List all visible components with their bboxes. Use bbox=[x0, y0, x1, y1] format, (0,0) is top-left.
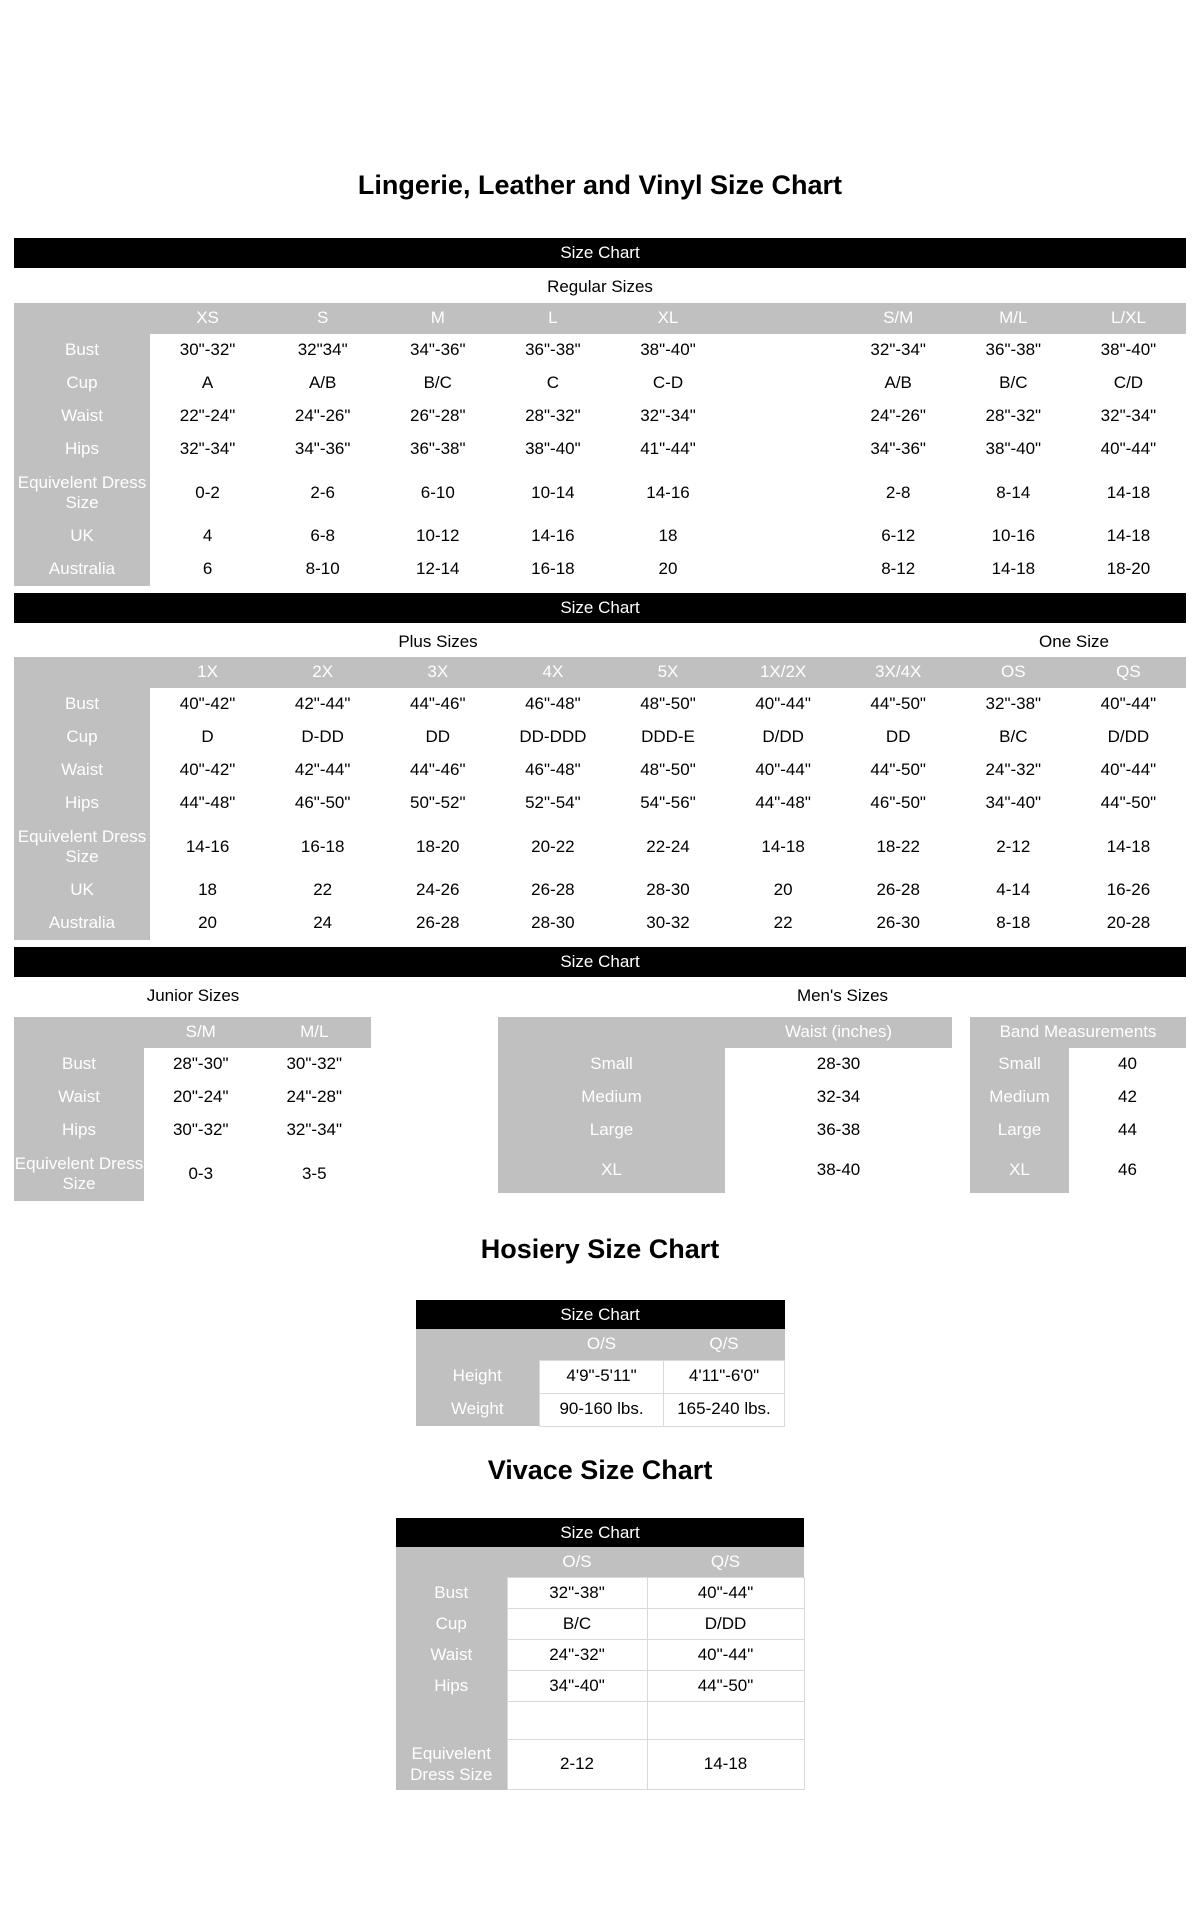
size-cell: 24"-26" bbox=[294, 406, 351, 426]
size-cell: 34"-40" bbox=[507, 1671, 647, 1702]
size-cell: 46"-48" bbox=[525, 694, 581, 714]
column-header: 3X/4X bbox=[841, 657, 956, 688]
size-chart-bar bbox=[416, 1300, 785, 1329]
size-cell: 44 bbox=[1118, 1120, 1137, 1140]
row-label: Cup bbox=[396, 1609, 507, 1640]
size-cell: 46"-48" bbox=[525, 760, 581, 780]
size-cell: 32-34 bbox=[816, 1087, 861, 1107]
size-cell: 8-10 bbox=[305, 559, 340, 579]
table-row bbox=[14, 400, 1186, 433]
column-header: Waist (inches) bbox=[725, 1017, 952, 1048]
size-cell: 41"-44" bbox=[640, 439, 696, 459]
column-header: 4X bbox=[495, 657, 610, 688]
plus-sizes-label: Plus Sizes bbox=[398, 632, 478, 651]
size-chart-bar-label: Size Chart bbox=[560, 598, 640, 617]
size-cell: 14-16 bbox=[646, 482, 690, 502]
row-label: Bust bbox=[14, 1048, 144, 1081]
column-header: M/L bbox=[258, 1017, 372, 1048]
row-label: Equivelent Dress Size bbox=[14, 1147, 144, 1201]
size-cell: 16-26 bbox=[1106, 880, 1151, 900]
size-cell: 4-14 bbox=[996, 880, 1031, 900]
size-cell: 22-24 bbox=[646, 836, 690, 856]
size-cell bbox=[726, 367, 841, 400]
size-cell: 54"-56" bbox=[640, 793, 696, 813]
size-cell: 20 bbox=[198, 913, 218, 933]
size-cell: 4 bbox=[202, 526, 213, 546]
size-cell: 44"-46" bbox=[409, 760, 466, 780]
column-header: QS bbox=[1071, 657, 1186, 688]
size-cell: 40"-44" bbox=[755, 760, 811, 780]
size-cell: 40"-44" bbox=[1100, 439, 1157, 459]
corner-cell bbox=[14, 303, 150, 334]
column-header: L/XL bbox=[1071, 303, 1186, 334]
size-cell: 20 bbox=[773, 880, 793, 900]
size-chart-bar bbox=[14, 238, 1186, 268]
column-header: Q/S bbox=[664, 1329, 785, 1360]
main-size-chart-section bbox=[14, 238, 1186, 1201]
size-cell: 46"-50" bbox=[870, 793, 926, 813]
hosiery-section bbox=[416, 1300, 785, 1427]
table-row bbox=[14, 907, 1186, 940]
size-cell: 20 bbox=[658, 559, 678, 579]
junior-sizes-table bbox=[14, 1017, 371, 1201]
spacer-row bbox=[396, 1702, 804, 1740]
size-cell: 22 bbox=[773, 913, 793, 933]
size-cell: 2-6 bbox=[310, 482, 335, 502]
size-cell: 18 bbox=[658, 526, 678, 546]
column-header: S/M bbox=[144, 1017, 258, 1048]
size-cell: 44"-50" bbox=[1100, 793, 1157, 813]
row-label: Australia bbox=[14, 907, 150, 940]
table-row bbox=[14, 1147, 371, 1201]
row-label: Hips bbox=[14, 787, 150, 820]
size-cell: 90-160 lbs. bbox=[540, 1393, 664, 1426]
size-cell: D bbox=[201, 727, 214, 747]
column-header: XS bbox=[150, 303, 265, 334]
size-cell: 18 bbox=[198, 880, 218, 900]
size-cell: A/B bbox=[884, 373, 912, 393]
row-label: Bust bbox=[14, 334, 150, 367]
row-label: Large bbox=[498, 1114, 725, 1147]
size-cell: 26"-28" bbox=[409, 406, 466, 426]
size-chart-bar-label: Size Chart bbox=[560, 243, 640, 262]
mens-band-table bbox=[970, 1017, 1186, 1193]
size-cell: D/DD bbox=[647, 1609, 804, 1640]
size-chart-bar-label: Size Chart bbox=[560, 952, 640, 971]
size-cell: DDD-E bbox=[641, 727, 695, 747]
row-label: Equivelent Dress Size bbox=[14, 820, 150, 874]
table-row bbox=[396, 1671, 804, 1702]
size-cell: 28-30 bbox=[646, 880, 690, 900]
column-header: OS bbox=[956, 657, 1071, 688]
row-label: Small bbox=[970, 1048, 1069, 1081]
row-label: Large bbox=[970, 1114, 1069, 1147]
hosiery-table bbox=[416, 1329, 786, 1427]
size-cell: 10-14 bbox=[531, 482, 575, 502]
size-chart-bar bbox=[14, 593, 1186, 623]
table-row bbox=[498, 1081, 952, 1114]
header-row bbox=[396, 1547, 804, 1578]
size-cell: 44"-46" bbox=[409, 694, 466, 714]
size-cell: 32"-38" bbox=[507, 1578, 647, 1609]
table-row bbox=[14, 367, 1186, 400]
size-cell: 52"-54" bbox=[525, 793, 581, 813]
table-row bbox=[970, 1147, 1186, 1193]
size-chart-bar-label: Size Chart bbox=[560, 1305, 640, 1324]
row-label bbox=[396, 1702, 507, 1740]
table-row bbox=[970, 1114, 1186, 1147]
table-row bbox=[14, 433, 1186, 466]
table-row bbox=[14, 334, 1186, 367]
size-cell: 14-16 bbox=[185, 836, 230, 856]
size-cell: B/C bbox=[507, 1609, 647, 1640]
size-cell: 30"-32" bbox=[172, 1120, 229, 1140]
size-cell: 14-18 bbox=[991, 559, 1036, 579]
size-cell: 22 bbox=[313, 880, 333, 900]
corner-cell bbox=[14, 657, 150, 688]
size-chart-bar bbox=[396, 1518, 804, 1547]
size-cell: 14-18 bbox=[647, 1740, 804, 1790]
size-cell: 44"-50" bbox=[647, 1671, 804, 1702]
row-label: Equivelent Dress Size bbox=[396, 1740, 507, 1790]
table-row bbox=[14, 820, 1186, 874]
size-cell: 3-5 bbox=[301, 1163, 327, 1183]
row-label: XL bbox=[970, 1147, 1069, 1193]
size-cell: 40"-44" bbox=[755, 694, 811, 714]
size-cell: 22"-24" bbox=[179, 406, 236, 426]
size-cell: D/DD bbox=[1107, 727, 1150, 747]
row-label: Hips bbox=[396, 1671, 507, 1702]
corner-cell bbox=[14, 1017, 144, 1048]
size-cell: DD bbox=[885, 727, 911, 747]
size-cell: 20-28 bbox=[1106, 913, 1151, 933]
size-cell: 34"-36" bbox=[294, 439, 351, 459]
row-label: Small bbox=[498, 1048, 725, 1081]
size-cell bbox=[726, 553, 841, 586]
junior-mens-labels bbox=[14, 982, 1186, 1009]
size-cell: 34"-36" bbox=[409, 340, 466, 360]
row-label: Waist bbox=[14, 1081, 144, 1114]
table-row bbox=[14, 688, 1186, 721]
size-cell bbox=[726, 433, 841, 466]
size-cell: 6-8 bbox=[310, 526, 335, 546]
size-cell: 14-18 bbox=[761, 836, 805, 856]
column-header: S bbox=[265, 303, 380, 334]
header-row bbox=[14, 303, 1186, 334]
table-row bbox=[14, 787, 1186, 820]
size-cell: 14-18 bbox=[1106, 836, 1151, 856]
hosiery-title: Hosiery Size Chart bbox=[480, 1234, 720, 1264]
junior-mens-row bbox=[14, 1017, 1186, 1201]
vivace-table bbox=[396, 1547, 805, 1791]
size-cell bbox=[647, 1702, 804, 1740]
row-label: Waist bbox=[14, 754, 150, 787]
size-cell: 50"-52" bbox=[409, 793, 466, 813]
row-label: Cup bbox=[14, 721, 150, 754]
size-cell: 2-12 bbox=[996, 836, 1031, 856]
size-cell: 36-38 bbox=[816, 1120, 861, 1140]
size-cell: 32"34" bbox=[297, 340, 348, 360]
table-row bbox=[14, 553, 1186, 586]
size-cell: 26-30 bbox=[876, 913, 920, 933]
column-header: 3X bbox=[380, 657, 495, 688]
size-cell: 26-28 bbox=[876, 880, 920, 900]
size-cell bbox=[507, 1702, 647, 1740]
column-header: Q/S bbox=[647, 1547, 804, 1578]
table-row bbox=[970, 1048, 1186, 1081]
size-cell bbox=[726, 400, 841, 433]
size-cell: 34"-36" bbox=[870, 439, 926, 459]
row-label: UK bbox=[14, 520, 150, 553]
size-cell: B/C bbox=[999, 373, 1028, 393]
size-cell: 28-30 bbox=[531, 913, 575, 933]
size-cell: 32"-34" bbox=[286, 1120, 343, 1140]
table-row bbox=[14, 1048, 371, 1081]
table-row bbox=[14, 874, 1186, 907]
mens-sizes-label: Men's Sizes bbox=[796, 986, 889, 1005]
size-cell: 24"-26" bbox=[870, 406, 926, 426]
size-cell: 38"-40" bbox=[1100, 340, 1157, 360]
size-cell: B/C bbox=[999, 727, 1028, 747]
table-row bbox=[498, 1114, 952, 1147]
corner-cell bbox=[396, 1547, 507, 1578]
size-cell: 10-12 bbox=[416, 526, 460, 546]
size-cell: 32"-34" bbox=[1100, 406, 1157, 426]
junior-sizes-label: Junior Sizes bbox=[146, 986, 240, 1005]
mens-waist-table bbox=[498, 1017, 952, 1193]
vivace-title: Vivace Size Chart bbox=[487, 1454, 713, 1485]
row-label: UK bbox=[14, 874, 150, 907]
size-cell: 26-28 bbox=[416, 913, 460, 933]
size-cell: 42"-44" bbox=[294, 760, 351, 780]
column-header bbox=[726, 303, 841, 334]
size-cell: 46 bbox=[1118, 1159, 1137, 1179]
table-row bbox=[396, 1740, 804, 1790]
size-cell bbox=[726, 520, 841, 553]
row-label: Medium bbox=[970, 1081, 1069, 1114]
one-size-label: One Size bbox=[1039, 632, 1109, 651]
plus-one-size-labels bbox=[14, 628, 1186, 655]
size-cell: 36"-38" bbox=[985, 340, 1042, 360]
table-row bbox=[396, 1578, 804, 1609]
column-header: 2X bbox=[265, 657, 380, 688]
size-cell: 18-22 bbox=[876, 836, 920, 856]
size-cell: 28"-32" bbox=[985, 406, 1042, 426]
size-cell: 42 bbox=[1118, 1087, 1137, 1107]
size-cell: 24-26 bbox=[416, 880, 460, 900]
size-cell: 24 bbox=[313, 913, 333, 933]
column-header: 1X bbox=[150, 657, 265, 688]
size-cell: 2-8 bbox=[885, 482, 911, 502]
row-label: Waist bbox=[396, 1640, 507, 1671]
size-cell: A bbox=[201, 373, 214, 393]
table-row bbox=[970, 1081, 1186, 1114]
column-header: M bbox=[380, 303, 495, 334]
size-cell: 2-12 bbox=[507, 1740, 647, 1790]
size-cell: 28"-30" bbox=[172, 1054, 229, 1074]
size-cell: 40 bbox=[1118, 1054, 1137, 1074]
size-cell: 40"-44" bbox=[647, 1578, 804, 1609]
size-cell: 0-2 bbox=[195, 482, 220, 502]
size-cell: DD-DDD bbox=[519, 727, 587, 747]
size-cell: 28"-32" bbox=[525, 406, 581, 426]
size-cell: 8-18 bbox=[996, 913, 1031, 933]
row-label: Equivelent Dress Size bbox=[14, 466, 150, 520]
size-cell: 14-18 bbox=[1106, 482, 1151, 502]
size-cell: C bbox=[546, 373, 560, 393]
size-cell: A/B bbox=[308, 373, 337, 393]
header-row bbox=[14, 1017, 371, 1048]
size-cell: 24"-32" bbox=[507, 1640, 647, 1671]
size-cell: D/DD bbox=[762, 727, 804, 747]
column-header: S/M bbox=[841, 303, 956, 334]
size-cell: 6 bbox=[202, 559, 213, 579]
row-label: Bust bbox=[396, 1578, 507, 1609]
row-label: Australia bbox=[14, 553, 150, 586]
table-row bbox=[14, 466, 1186, 520]
size-cell: 30"-32" bbox=[179, 340, 236, 360]
size-cell: 32"-34" bbox=[870, 340, 926, 360]
table-row bbox=[14, 1114, 371, 1147]
column-header: Band Measurements bbox=[970, 1017, 1186, 1048]
size-cell: 14-16 bbox=[531, 526, 575, 546]
size-cell: C/D bbox=[1113, 373, 1144, 393]
size-cell: 4'9"-5'11" bbox=[540, 1360, 664, 1393]
size-cell: 40"-42" bbox=[179, 760, 236, 780]
table-row bbox=[396, 1609, 804, 1640]
header-row bbox=[14, 657, 1186, 688]
column-header: O/S bbox=[507, 1547, 647, 1578]
size-cell: 28-30 bbox=[816, 1054, 861, 1074]
size-cell: 14-18 bbox=[1106, 526, 1151, 546]
size-cell: 48"-50" bbox=[640, 694, 696, 714]
size-cell: 8-12 bbox=[881, 559, 916, 579]
size-cell: 40"-42" bbox=[179, 694, 236, 714]
header-row bbox=[416, 1329, 785, 1360]
header-row bbox=[970, 1017, 1186, 1048]
size-cell: 6-12 bbox=[881, 526, 916, 546]
plus-sizes-table bbox=[14, 657, 1186, 940]
size-cell: 44"-50" bbox=[870, 760, 926, 780]
size-cell: 8-14 bbox=[996, 482, 1031, 502]
row-label: Hips bbox=[14, 1114, 144, 1147]
size-cell: 38"-40" bbox=[525, 439, 581, 459]
corner-cell bbox=[416, 1329, 540, 1360]
table-row bbox=[14, 520, 1186, 553]
size-cell: 24"-28" bbox=[286, 1087, 343, 1107]
size-cell: 40"-44" bbox=[647, 1640, 804, 1671]
size-cell: D-DD bbox=[301, 727, 344, 747]
size-cell: 44"-48" bbox=[755, 793, 811, 813]
size-cell: 42"-44" bbox=[294, 694, 351, 714]
size-cell bbox=[726, 466, 841, 520]
size-cell: 10-16 bbox=[991, 526, 1036, 546]
size-cell: 30"-32" bbox=[286, 1054, 343, 1074]
size-cell: 38"-40" bbox=[985, 439, 1042, 459]
table-row bbox=[416, 1393, 785, 1426]
table-row bbox=[14, 721, 1186, 754]
size-cell: 30-32 bbox=[646, 913, 690, 933]
size-cell: 32"-38" bbox=[985, 694, 1042, 714]
size-chart-bar-label: Size Chart bbox=[560, 1522, 640, 1542]
size-cell: 20"-24" bbox=[172, 1087, 229, 1107]
size-cell: 48"-50" bbox=[640, 760, 696, 780]
column-header: M/L bbox=[956, 303, 1071, 334]
size-cell: 6-10 bbox=[420, 482, 455, 502]
row-label: Medium bbox=[498, 1081, 725, 1114]
size-cell: 38"-40" bbox=[640, 340, 696, 360]
row-label: Waist bbox=[14, 400, 150, 433]
table-row bbox=[498, 1147, 952, 1193]
size-cell: 18-20 bbox=[416, 836, 460, 856]
table-row bbox=[396, 1640, 804, 1671]
size-cell: 16-18 bbox=[531, 559, 575, 579]
size-cell: 18-20 bbox=[1106, 559, 1151, 579]
regular-sizes-label: Regular Sizes bbox=[547, 277, 653, 296]
table-row bbox=[14, 754, 1186, 787]
table-row bbox=[498, 1048, 952, 1081]
size-cell: 32"-34" bbox=[179, 439, 236, 459]
size-chart-bar bbox=[14, 947, 1186, 977]
row-label: XL bbox=[498, 1147, 725, 1193]
row-label: Height bbox=[416, 1360, 540, 1393]
size-cell bbox=[726, 334, 841, 367]
column-header: 1X/2X bbox=[726, 657, 841, 688]
size-cell: 24"-32" bbox=[985, 760, 1042, 780]
size-cell: 44"-48" bbox=[179, 793, 236, 813]
size-cell: 36"-38" bbox=[409, 439, 466, 459]
row-label: Weight bbox=[416, 1393, 540, 1426]
size-cell: 38-40 bbox=[816, 1159, 861, 1179]
size-cell: 4'11"-6'0" bbox=[664, 1360, 785, 1393]
size-cell: 40"-44" bbox=[1100, 694, 1157, 714]
page-title: Lingerie, Leather and Vinyl Size Chart bbox=[357, 170, 843, 200]
size-cell: 44"-50" bbox=[870, 694, 926, 714]
vivace-section bbox=[396, 1518, 804, 1791]
row-label: Bust bbox=[14, 688, 150, 721]
size-cell: 0-3 bbox=[188, 1163, 214, 1183]
column-header: O/S bbox=[540, 1329, 664, 1360]
size-cell: 40"-44" bbox=[1100, 760, 1157, 780]
size-cell: C-D bbox=[652, 373, 684, 393]
table-row bbox=[14, 1081, 371, 1114]
column-header: XL bbox=[610, 303, 725, 334]
corner-cell bbox=[498, 1017, 725, 1048]
size-cell: 20-22 bbox=[531, 836, 575, 856]
size-cell: DD bbox=[425, 727, 451, 747]
size-cell: 16-18 bbox=[300, 836, 345, 856]
header-row bbox=[498, 1017, 952, 1048]
size-cell: B/C bbox=[423, 373, 452, 393]
size-cell: 26-28 bbox=[531, 880, 575, 900]
size-cell: 12-14 bbox=[416, 559, 460, 579]
column-header: 5X bbox=[610, 657, 725, 688]
size-cell: 34"-40" bbox=[985, 793, 1042, 813]
size-cell: 165-240 lbs. bbox=[664, 1393, 785, 1426]
size-cell: 32"-34" bbox=[640, 406, 696, 426]
row-label: Cup bbox=[14, 367, 150, 400]
table-row bbox=[416, 1360, 785, 1393]
row-label: Hips bbox=[14, 433, 150, 466]
regular-sizes-table bbox=[14, 303, 1186, 586]
column-header: L bbox=[495, 303, 610, 334]
size-cell: 36"-38" bbox=[525, 340, 581, 360]
size-cell: 46"-50" bbox=[294, 793, 351, 813]
